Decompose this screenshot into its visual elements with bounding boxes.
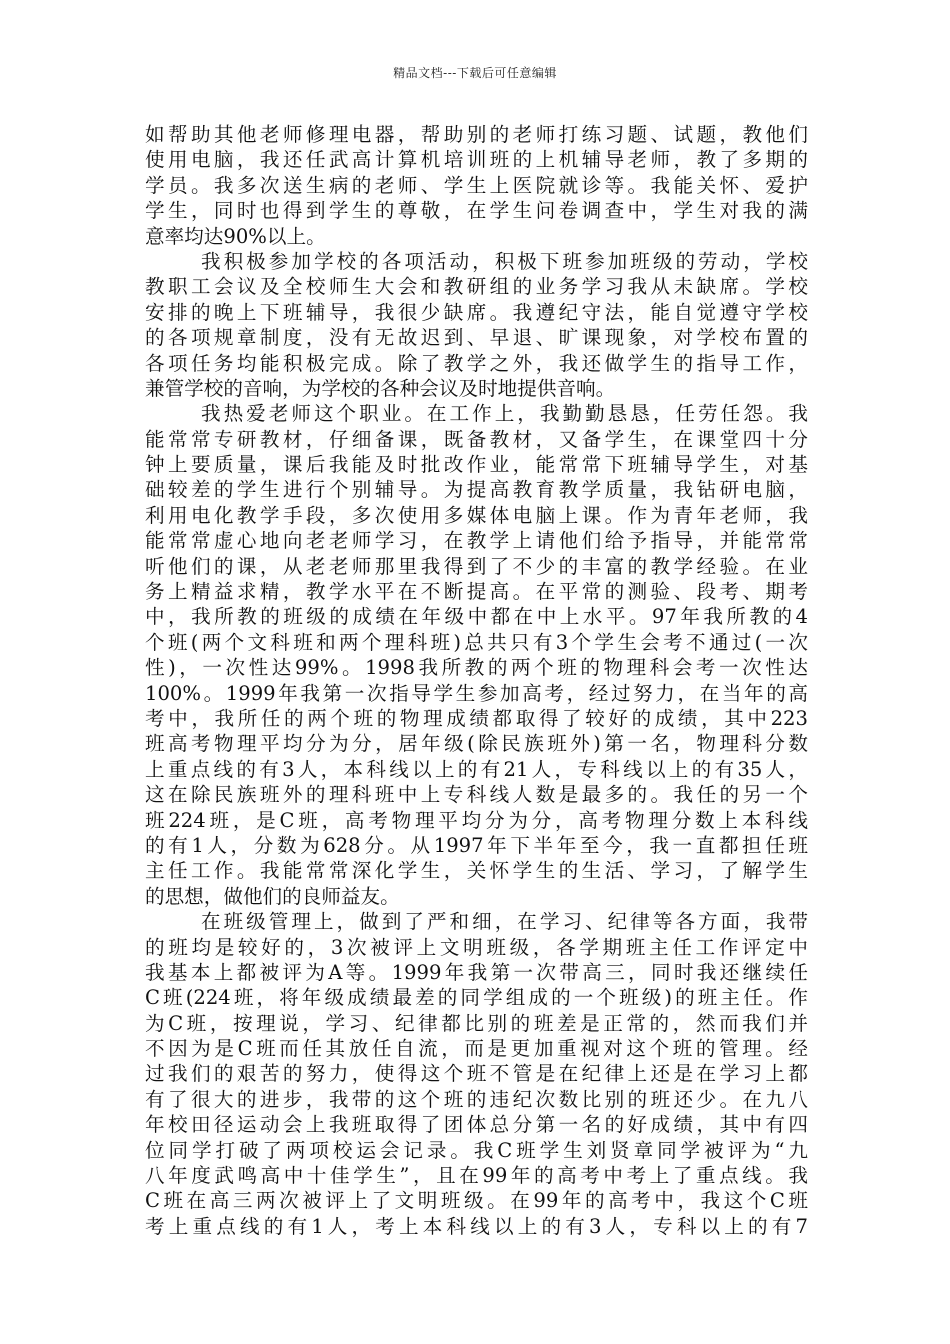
text-line: 能常常虚心地向老老师学习，在教学上请他们给予指导，并能常常 bbox=[145, 529, 808, 553]
text-line: 不因为是C班而任其放任自流，而是更加重视对这个班的管理。经 bbox=[145, 1037, 808, 1061]
text-line: 兼管学校的音响，为学校的各种会议及时地提供音响。 bbox=[145, 376, 616, 400]
text-line: 这在除民族班外的理科班中上专科线人数是最多的。我任的另一个 bbox=[145, 783, 808, 807]
text-line: 主任工作。我能常常深化学生，关怀学生的生活、学习，了解学生 bbox=[145, 859, 808, 883]
text-line: 钟上要质量，课后我能及时批改作业，能常常下班辅导学生，对基 bbox=[145, 453, 808, 477]
text-line: 为C班，按理说，学习、纪律都比别的班差是正常的，然而我们并 bbox=[145, 1011, 808, 1035]
text-line: 在班级管理上，做到了严和细，在学习、纪律等各方面，我带 bbox=[201, 910, 808, 934]
text-line: 听他们的课，从老老师那里我得到了不少的丰富的教学经验。在业 bbox=[145, 554, 808, 578]
text-line: 学员。我多次送生病的老师、学生上医院就诊等。我能关怀、爱护 bbox=[145, 173, 808, 197]
text-line: 上重点线的有3人，本科线以上的有21人，专科线以上的有35人， bbox=[145, 757, 808, 781]
page-header: 精品文档---下载后可任意编辑 bbox=[393, 66, 557, 80]
text-line: 有了很大的进步，我带的这个班的违纪次数比别的班还少。在九八 bbox=[145, 1087, 808, 1111]
paragraph bbox=[145, 122, 808, 249]
text-line: C班(224班，将年级成绩最差的同学组成的一个班级)的班主任。作 bbox=[145, 986, 808, 1010]
text-line: 我积极参加学校的各项活动，积极下班参加班级的劳动，学校 bbox=[201, 249, 808, 273]
text-line: 的班均是较好的，3次被评上文明班级，各学期班主任工作评定中 bbox=[145, 935, 808, 959]
text-line: 性)，一次性达99%。1998我所教的两个班的物理科会考一次性达 bbox=[145, 656, 808, 680]
text-line: 位同学打破了两项校运会记录。我C班学生刘贤章同学被评为“九 bbox=[145, 1138, 808, 1162]
text-line: 考中，我所任的两个班的物理成绩都取得了较好的成绩，其中223 bbox=[145, 706, 808, 730]
text-line: 100%。1999年我第一次指导学生参加高考，经过努力，在当年的高 bbox=[145, 681, 808, 705]
text-line: 利用电化教学手段，多次使用多媒体电脑上课。作为青年老师，我 bbox=[145, 503, 808, 527]
text-line: 我基本上都被评为A等。1999年我第一次带高三，同时我还继续任 bbox=[145, 960, 808, 984]
text-line: 能常常专研教材，仔细备课，既备教材，又备学生，在课堂四十分 bbox=[145, 427, 808, 451]
text-line: 年校田径运动会上我班取得了团体总分第一名的好成绩，其中有四 bbox=[145, 1113, 808, 1137]
text-line: 安排的晚上下班辅导，我很少缺席。我遵纪守法，能自觉遵守学校 bbox=[145, 300, 808, 324]
text-line: 务上精益求精，教学水平在不断提高。在平常的测验、段考、期考 bbox=[145, 580, 808, 604]
text-line: 八年度武鸣高中十佳学生”，且在99年的高考中考上了重点线。我 bbox=[145, 1164, 808, 1188]
paragraph bbox=[145, 401, 808, 909]
paragraph bbox=[145, 249, 808, 401]
document-body bbox=[145, 122, 808, 1239]
text-line: 的思想，做他们的良师益友。 bbox=[145, 884, 400, 908]
text-line: 学生，同时也得到学生的尊敬，在学生问卷调查中，学生对我的满 bbox=[145, 199, 808, 223]
text-line: 班高考物理平均分为分，居年级(除民族班外)第一名，物理科分数 bbox=[145, 732, 808, 756]
text-line: 过我们的艰苦的努力，使得这个班不管是在纪律上还是在学习上都 bbox=[145, 1062, 808, 1086]
text-line: 意率均达90%以上。 bbox=[145, 224, 326, 248]
text-line: 班224班，是C班，高考物理平均分为分，高考物理分数上本科线 bbox=[145, 808, 808, 832]
text-line: 考上重点线的有1人，考上本科线以上的有3人，专科以上的有7 bbox=[145, 1214, 808, 1238]
text-line: 使用电脑，我还任武高计算机培训班的上机辅导老师，教了多期的 bbox=[145, 148, 808, 172]
text-line: 中，我所教的班级的成绩在年级中都在中上水平。97年我所教的4 bbox=[145, 605, 808, 629]
text-line: 个班(两个文科班和两个理科班)总共只有3个学生会考不通过(一次 bbox=[145, 630, 808, 654]
text-line: 的各项规章制度，没有无故迟到、早退、旷课现象，对学校布置的 bbox=[145, 326, 808, 350]
text-line: 如帮助其他老师修理电器，帮助别的老师打练习题、试题，教他们 bbox=[145, 123, 808, 146]
text-line: C班在高三两次被评上了文明班级。在99年的高考中，我这个C班 bbox=[145, 1189, 808, 1213]
text-line: 各项任务均能积极完成。除了教学之外，我还做学生的指导工作， bbox=[145, 351, 808, 375]
text-line: 我热爱老师这个职业。在工作上，我勤勤恳恳，任劳任怨。我 bbox=[201, 402, 808, 426]
text-line: 的有1人，分数为628分。从1997年下半年至今，我一直都担任班 bbox=[145, 833, 808, 857]
text-line: 教职工会议及全校师生大会和教研组的业务学习我从未缺席。学校 bbox=[145, 275, 808, 299]
paragraph bbox=[145, 909, 808, 1239]
text-line: 础较差的学生进行个别辅导。为提高教育教学质量，我钻研电脑， bbox=[145, 478, 808, 502]
